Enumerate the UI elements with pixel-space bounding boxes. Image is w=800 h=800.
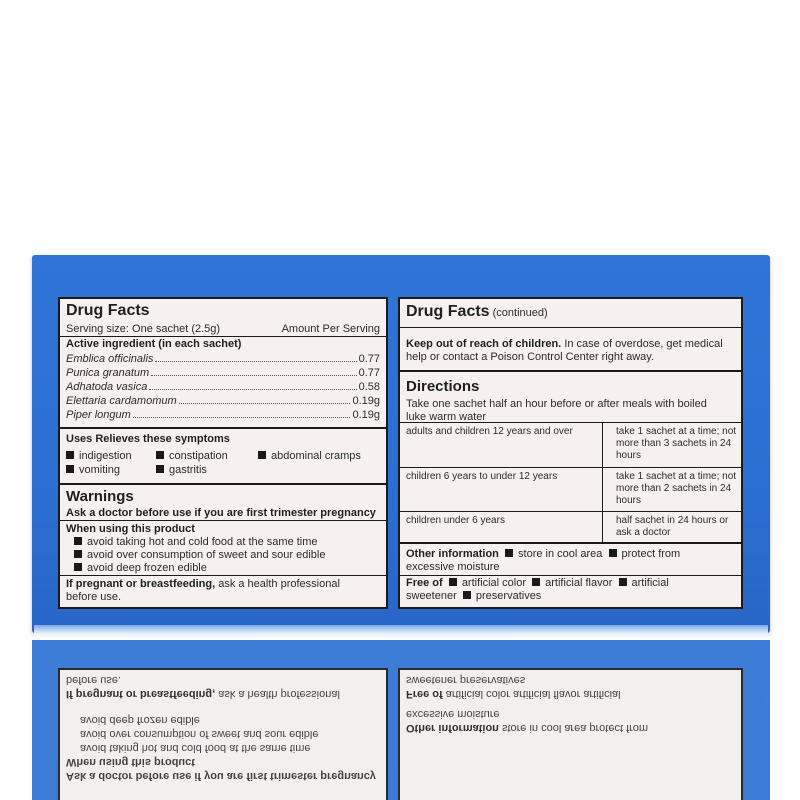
ingredient-row [66, 353, 380, 367]
pregnancy-section [60, 578, 386, 604]
keep-out-label: Keep out of reach of children. [406, 338, 562, 350]
drug-facts-continued-title: Drug Facts [406, 303, 490, 320]
symptom-item: abdominal cramps [258, 450, 361, 463]
keep-out-line [406, 338, 735, 351]
uses-section [60, 433, 386, 479]
divider [60, 483, 386, 485]
bullet-square-icon [74, 550, 82, 558]
divider [400, 370, 741, 372]
warnings-title: Warnings [66, 488, 134, 505]
directions-text-2: luke warm water [406, 411, 487, 423]
bullet-square-icon [609, 549, 617, 557]
active-ingredients-section [60, 338, 386, 423]
other-info-line: Other information store in cool area protect from [406, 548, 681, 560]
bullet-square-icon [258, 451, 266, 459]
reflected-panel-left: before use. If pregnant or breastfeeding, ask a health professional avoid deep frozen edible avoid over consumption of sweet and sour edible avoid taking hot and cold food at the same time When using this product Ask a doctor before use if you are first trimester pregnancy [58, 668, 388, 800]
drug-facts-title-block [60, 302, 386, 336]
ingredient-name: Piper longum [66, 409, 131, 421]
free-of-line: Free of artificial color artificial flavor artificial [406, 577, 669, 589]
bullet-square-icon [156, 451, 164, 459]
ingredients-list [66, 353, 380, 423]
symptom-item: indigestion [66, 450, 132, 463]
symptom-item: vomiting [66, 464, 120, 477]
bullet-square-icon [156, 465, 164, 473]
serving-size: Serving size: One sachet (2.5g) [66, 323, 221, 335]
other-info-label: Other information [406, 548, 499, 560]
reflected-panel-right: sweetener preservatives Free of artificial color artificial flavor artificial excessive moisture Other information store in cool area protect from [398, 668, 743, 800]
ingredient-row [66, 367, 380, 381]
when-using-section [60, 523, 386, 575]
when-using-item: avoid over consumption of sweet and sour edible [66, 549, 380, 562]
symptom-item: constipation [156, 450, 228, 463]
ingredient-amount: 0.19g [352, 409, 380, 421]
ingredient-amount: 0.77 [358, 367, 380, 379]
dosage-instruction: take 1 sachet at a time; not more than 2 sachets in 24 hours [616, 471, 737, 506]
free-of-line-2: sweetener preservatives [406, 590, 542, 602]
symptom-item: gastritis [156, 464, 207, 477]
warnings-section [60, 488, 386, 520]
ingredient-row [66, 409, 380, 423]
continued-label: (continued) [492, 307, 548, 319]
dosage-group: adults and children 12 years and over [406, 426, 573, 437]
table-row [400, 422, 741, 467]
divider [60, 575, 386, 576]
ingredient-amount: 0.58 [358, 381, 380, 393]
drug-facts-panel-left [58, 297, 388, 609]
bullet-square-icon [505, 549, 513, 557]
ingredient-row [66, 381, 380, 395]
dosage-instruction: take 1 sachet at a time; not more than 3 sachets in 24 hours [616, 426, 737, 461]
bullet-square-icon [74, 537, 82, 545]
keep-out-text: In case of overdose, get medical [564, 338, 723, 350]
uses-line [66, 433, 380, 446]
directions-section [400, 378, 741, 424]
dosage-group: children under 6 years [406, 515, 505, 526]
directions-title: Directions [406, 378, 480, 395]
ingredient-amount: 0.19g [352, 395, 380, 407]
pregnancy-text-2: before use. [66, 591, 122, 603]
ingredient-row [66, 395, 380, 409]
pregnancy-text: ask a health professional [218, 578, 340, 590]
uses-text: Relieves these symptoms [95, 433, 230, 445]
warnings-text: Ask a doctor before use if you are first trimester pregnancy [66, 507, 376, 519]
keep-out-section [400, 338, 741, 364]
other-info-tail: excessive moisture [406, 561, 500, 573]
when-using-item: avoid deep frozen edible [66, 562, 380, 575]
divider [400, 542, 741, 544]
ingredient-name: Emblica officinalis [66, 353, 154, 365]
ingredient-name: Punica granatum [66, 367, 150, 379]
pregnancy-line [66, 578, 380, 591]
table-row [400, 511, 741, 543]
table-row [400, 467, 741, 511]
bullet-square-icon [449, 578, 457, 586]
bullet-square-icon [532, 578, 540, 586]
bullet-square-icon [463, 591, 471, 599]
active-ingredient-header: Active ingredient (in each sachet) [66, 338, 242, 350]
bullet-square-icon [66, 465, 74, 473]
divider [60, 336, 386, 337]
other-info-section [400, 548, 741, 574]
box-bottom-edge [34, 625, 768, 639]
free-of-label: Free of [406, 577, 443, 589]
bullet-square-icon [66, 451, 74, 459]
serving-row [66, 323, 380, 336]
divider [400, 575, 741, 576]
keep-out-text-2: help or contact a Poison Control Center right away. [406, 351, 655, 363]
divider [60, 520, 386, 521]
free-of-section [400, 577, 741, 603]
when-using-item: avoid taking hot and cold food at the same time [66, 536, 380, 549]
drug-facts-panel-right [398, 297, 743, 609]
continued-title-block [400, 303, 741, 321]
bullet-square-icon [619, 578, 627, 586]
box-reflection [32, 640, 770, 800]
bullet-square-icon [74, 563, 82, 571]
amount-per-serving: Amount Per Serving [281, 323, 380, 335]
when-using-title: When using this product [66, 523, 195, 535]
ingredient-name: Elettaria cardamomum [66, 395, 177, 407]
dosage-group: children 6 years to under 12 years [406, 471, 558, 482]
divider [60, 427, 386, 429]
directions-text: Take one sachet half an hour before or after meals with boiled [406, 398, 707, 410]
dosage-table [400, 422, 741, 542]
uses-label: Uses [66, 433, 93, 445]
ingredient-amount: 0.77 [358, 353, 380, 365]
pregnancy-label: If pregnant or breastfeeding, [66, 578, 216, 590]
drug-facts-title: Drug Facts [66, 302, 150, 319]
ingredient-name: Adhatoda vasica [66, 381, 148, 393]
divider [400, 327, 741, 328]
dosage-instruction: half sachet in 24 hours or ask a doctor [616, 515, 729, 538]
